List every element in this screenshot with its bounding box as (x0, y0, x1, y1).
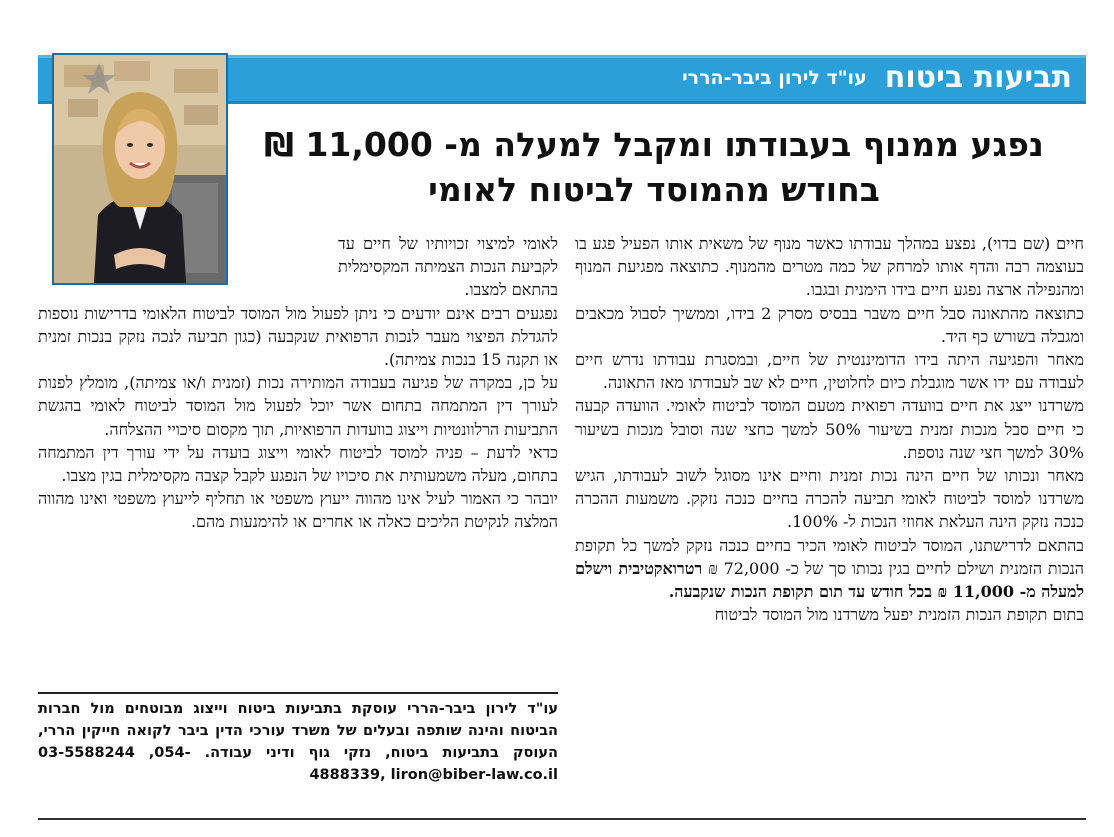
paragraph: משרדנו ייצג את חיים בוועדה רפואית מטעם המוסד לביטוח לאומי. הוועדה קבעה כי חיים סבל מנכות זמנית בשיעור 50% למשך כחצי שנה וסובל מנכות בשיעור 30% למשך חצי שנה נוספת. (575, 396, 1084, 462)
author-bio (38, 698, 558, 804)
paragraph (575, 534, 1084, 604)
paragraph: על כן, במקרה של פגיעה בעבודה המותירה נכות (זמנית ו/או צמיתה), מומלץ לפנות לעורך דין המתמחה בתחום אשר יוכל לפעול מול המוסד לביטוח לאומי בהגשת התביעות הרלוונטיות וייצוג בוועדות הרפואיות, תוך מקסום סיכויי ההצלחה. (38, 373, 558, 439)
highlighted-text: רטרואקטיבית וישלם למעלה מ- 11,000 ₪ בכל חודש עד תום תקופת הנכות שנקבעה. (575, 558, 1084, 602)
article-column-left (38, 232, 558, 692)
paragraph: חיים (שם בדוי), נפצע במהלך עבודתו כאשר מנוף של משאית אותו הפעיל פגע בו בעוצמה רבה והדף אותו למרחק של כמה מטרים מהמנוף. כתוצאה מפגיעת המנוף ומהנפילה ארצה נפגע חיים בידו הימנית ובגבו. (575, 234, 1084, 300)
paragraph: כתוצאה מהתאונה סבל חיים משבר בבסיס מסרק 2 בידו, וממשיך לסבול מכאבים ומגבלה בשורש כף היד. (575, 303, 1084, 346)
bio-divider (38, 692, 558, 694)
paragraph: לאומי למיצוי זכויותיו של חיים עד לקביעת הנכות הצמיתה המקסימלית בהתאם למצבו. (338, 234, 558, 300)
contact-details: 03-5588244 ,054-4888339, liron@biber-law.co.il (38, 745, 558, 783)
headline-line-1: נפגע ממנוף בעבודתו ומקבל למעלה מ- 11,000 ₪ (264, 125, 1044, 164)
paragraph: יובהר כי האמור לעיל אינו מהווה ייעוץ משפטי או תחליף לייעוץ משפטי ואינו מהווה המלצה לנקיטת הליכים כאלה או אחרים או להימנעות מהם. (38, 489, 558, 532)
paragraph: בתום תקופת הנכות הזמנית יפעל משרדנו מול המוסד לביטוח (714, 605, 1084, 625)
paragraph: נפגעים רבים אינם יודעים כי ניתן לפעול מול המוסד לביטוח הלאומי בדרישות נוספות להגדלת הפיצוי מעבר לנכות הרפואית שנקבעה (כגון תביעה לנכה נזקק בנכות זמנית או תקנה 15 בנכות צמיתה). (38, 303, 558, 370)
paragraph-text: בהתאם לדרישתנו, המוסד לביטוח לאומי הכיר בחיים כנכה נזקק למשך כל תקופת הנכות הזמנית ושילם לחיים בגין נכותו סך של כ- 72,000 ₪ (575, 535, 1084, 578)
headline-line-2: בחודש מהמוסד לביטוח לאומי (428, 170, 880, 209)
bio-text: עו"ד לירון ביבר-הררי עוסקת בתביעות ביטוח וייצוג מבוטחים מול חברות הביטוח והינה שותפה ובעלים של משרד עורכי הדין ביבר לקואה חייקין הררי, העוסק בתביעות ביטוח, נזקי גוף ודיני עבודה. (38, 701, 558, 761)
article-column-right (575, 232, 1084, 792)
paragraph: מאחר ונכותו של חיים הינה נכות זמנית וחיים אינו מסוגל לשוב לעבודתו, הגיש משרדנו למוסד לביטוח לאומי תביעה להכרה בחיים כנכה נזקק. משמעות ההכרה כנכה נזקק הינה העלאת אחוזי הנכות ל- 100%. (575, 466, 1084, 532)
section-title: תביעות ביטוח (884, 60, 1072, 95)
author-byline: עו"ד לירון ביבר-הררי (682, 67, 867, 89)
paragraph: מאחר והפגיעה היתה בידו הדומיננטית של חיים, ובמסגרת עבודתו נדרש חיים לעבודה עם ידו אשר מוגבלת כיום לחלוטין, חיים לא שב לעבודתו מאז התאונה. (575, 350, 1084, 393)
paragraph: כדאי לדעת – פניה למוסד לביטוח לאומי וייצוג בועדה על ידי עורך דין המתמחה בתחום, מעלה משמעותית את סיכויו של הנפגע לקבל קצבה מקסימלית בגין מצבו. (38, 442, 558, 486)
page-bottom-rule (38, 818, 1086, 820)
article-headline (250, 122, 1058, 212)
